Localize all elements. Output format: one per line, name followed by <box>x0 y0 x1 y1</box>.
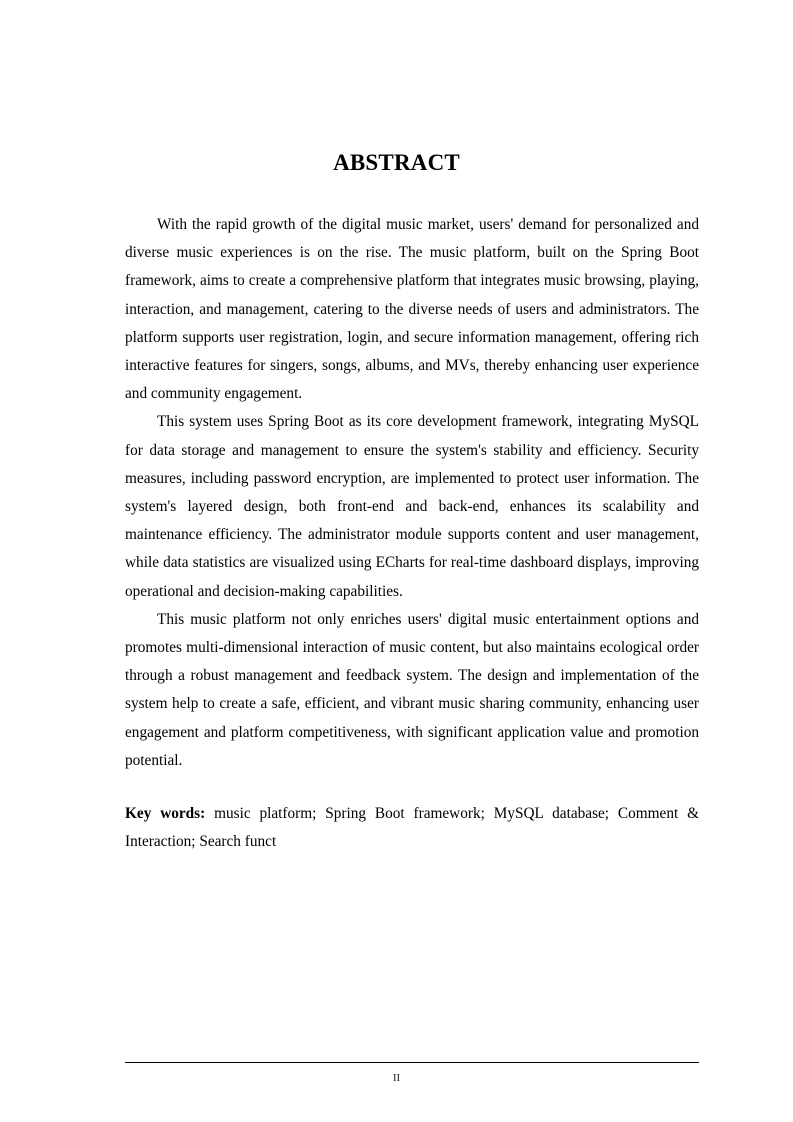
page-number: II <box>392 1072 401 1084</box>
abstract-paragraph-1: With the rapid growth of the digital music market, users' demand for personalized and diverse music experiences is on the rise. The music platform, built on the Spring Boot framework, aims to create a comprehensive platform that integrates music browsing, playing, interaction, and management, catering to the diverse needs of users and administrators. The platform supports user registration, login, and secure information management, offering rich interactive features for singers, songs, albums, and MVs, thereby enhancing user experience and community engagement. <box>125 216 699 403</box>
abstract-paragraph-3: This music platform not only enriches users' digital music entertainment options and promotes multi-dimensional interaction of music content, but also maintains ecological order through a robust management and feedback system. The design and implementation of the system help to create a safe, efficient, and vibrant music sharing community, enhancing user engagement and platform competitiveness, with significant application value and promotion potential. <box>125 610 699 769</box>
footer-divider <box>125 1062 699 1063</box>
abstract-body <box>125 211 699 775</box>
keywords-section <box>125 800 699 856</box>
abstract-title: ABSTRACT <box>333 150 460 175</box>
keywords-label: Key words: <box>125 805 206 822</box>
keywords-text: music platform; Spring Boot framework; MySQL database; Comment & Interaction; Search funct <box>125 805 699 851</box>
abstract-paragraph-2: This system uses Spring Boot as its core development framework, integrating MySQL for data storage and management to ensure the system's stability and efficiency. Security measures, including password encryption, are implemented to protect user information. The system's layered design, both front-end and back-end, enhances its scalability and maintenance efficiency. The administrator module supports content and user management, while data statistics are visualized using ECharts for real-time dashboard displays, improving operational and decision-making capabilities. <box>125 413 699 600</box>
